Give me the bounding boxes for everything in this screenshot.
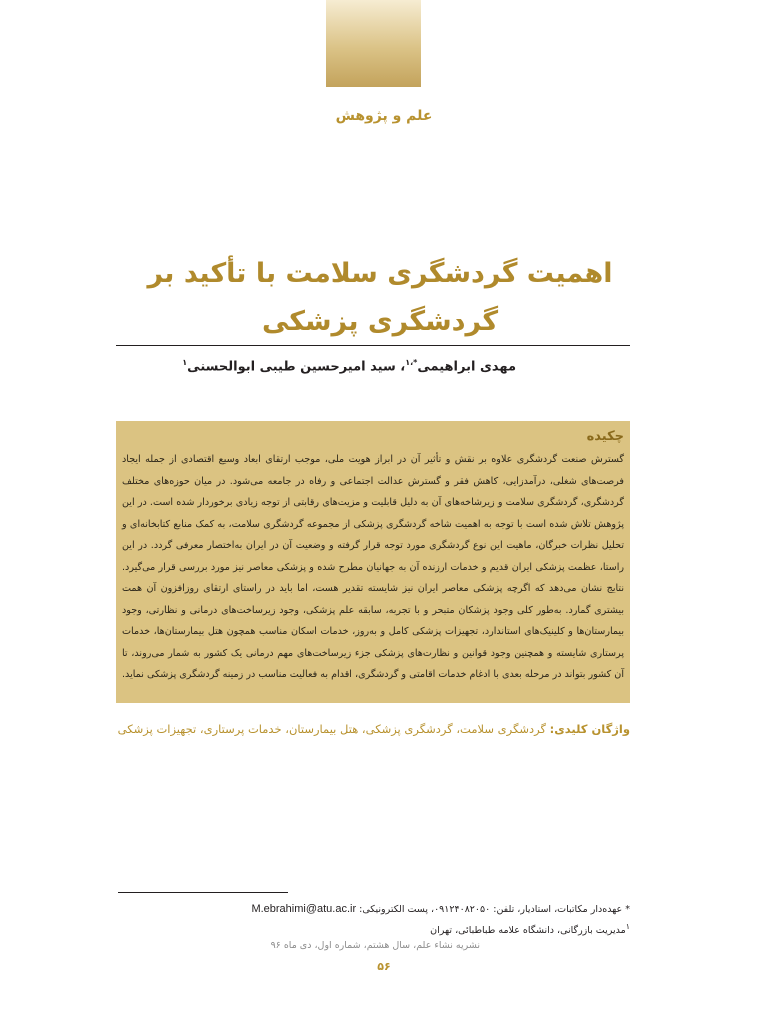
decorative-gold-tab xyxy=(326,0,421,87)
abstract-text: گسترش صنعت گردشگری علاوه بر نقش و تأثیر آن در ابراز هویت ملی، موجب ارتقای ابعاد وسیع اقتصادی از جمله ایجاد فرصت‌های شغلی، درآمدزایی، کاهش فقر و گسترش عدالت اجتماعی و رفاه در جامعه می‌شود. در میان حوزه‌های مختلف گردشگری، گردشگری سلامت و زیرشاخه‌های آن به دلیل قابلیت و مزیت‌های رقابتی از توجه زیادی برخوردار شده است. در این پژوهش تلاش شده است با توجه به اهمیت شاخه گردشگری پزشکی از مجموعه گردشگری سلامت، به کمک منابع کتابخانه‌ای و تحلیل نظرات خبرگان، ماهیت این نوع گردشگری مورد توجه قرار گرفته و وضعیت آن در ایران به‌اختصار معرفی گردد. در این راستا، عظمت پزشکی ایران قدیم و خدمات ارزنده آن به جهانیان مطرح شده و پزشکی معاصر نیز مورد بررسی قرار می‌گیرد. نتایج نشان می‌دهد که اگرچه پزشکی معاصر ایران نیز شایسته تقدیر هست، اما باید در راستای ارتقای روزافزون آن همت بیشتری گمارد. به‌طور کلی وجود پزشکان متبحر و با تجربه، سابقه علم پزشکی، وجود زیرساخت‌های درمانی و نظارتی، وجود بیمارستان‌ها و کلینیک‌های استاندارد، تجهیزات پزشکی کامل و به‌روز، خدمات اسکان مناسب همچون هتل بیمارستان‌ها، خدمات پرستاری شایسته و همچنین وجود قوانین و نظارت‌های پزشکی جزء زیرساخت‌های مهم درمانی یک کشور به شمار می‌روند، تا آن کشور بتواند در مرحله بعدی با ادغام خدمات اقامتی و گردشگری، اقدام به فعالیت مناسب در زمینه گردشگری پزشکی نماید. xyxy=(122,454,624,680)
author-separator: ، xyxy=(395,359,406,375)
abstract-box xyxy=(116,421,630,703)
footnote-2-text: مدیریت بازرگانی، دانشگاه علامه طباطبائی، تهران xyxy=(430,925,626,937)
footnote-1-mark: * xyxy=(625,904,630,915)
section-label: علم و پژوهش xyxy=(335,108,433,124)
page-number: ۵۶ xyxy=(377,960,391,973)
footnote-divider xyxy=(118,892,288,893)
keywords-label: واژگان کلیدی: xyxy=(549,722,630,736)
footnote-2-mark: ۱ xyxy=(625,922,630,931)
author-2-name: سید امیرحسین طیبی ابوالحسنی xyxy=(187,359,396,375)
journal-citation: نشریه نشاء علم، سال هشتم، شماره اول، دی ماه ۹۶ xyxy=(270,940,480,951)
author-line xyxy=(116,358,516,374)
article-title: اهمیت گردشگری سلامت با تأکید بر گردشگری پزشکی xyxy=(147,258,613,337)
author-2-marks: ۱ xyxy=(182,358,188,367)
footnote-corresponding-author xyxy=(116,903,630,915)
keywords-terms: گردشگری سلامت، گردشگری پزشکی، هتل بیمارستان، خدمات پرستاری، تجهیزات پزشکی xyxy=(117,722,546,736)
keywords-line xyxy=(116,722,630,736)
footnote-1-text: عهده‌دار مکاتبات، استادیار، تلفن: ۰۹۱۲۴۰۸۲۰۵۰، پست الکترونیکی: xyxy=(356,904,626,915)
footnote-affiliation xyxy=(116,922,630,936)
author-email: M.ebrahimi@atu.ac.ir xyxy=(251,903,357,915)
author-1-marks: *،۱ xyxy=(405,358,418,367)
title-divider xyxy=(116,345,630,346)
abstract-heading: چکیده xyxy=(586,429,624,444)
author-1-name: مهدی ابراهیمی xyxy=(417,359,516,375)
